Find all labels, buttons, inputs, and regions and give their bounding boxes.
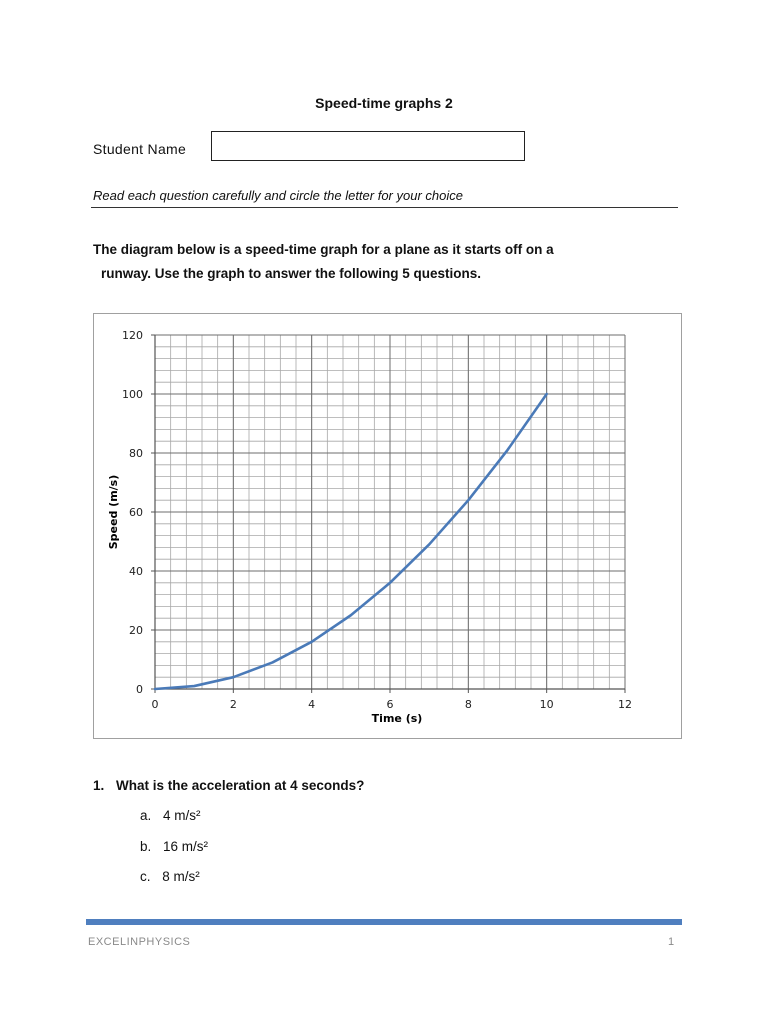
series-group — [155, 394, 547, 689]
y-axis-label: Speed (m/s) — [107, 474, 120, 550]
option-letter: b. — [140, 839, 152, 854]
question-1 — [93, 778, 364, 793]
question-1-text: What is the acceleration at 4 seconds? — [116, 778, 365, 793]
option-text: 8 m/s² — [162, 869, 200, 884]
option-text: 4 m/s² — [163, 808, 201, 823]
y-tick-label: 60 — [129, 506, 143, 519]
option-b[interactable] — [140, 839, 208, 854]
y-tick-label: 120 — [122, 329, 143, 342]
option-letter: a. — [140, 808, 152, 823]
speed-time-chart — [93, 313, 682, 739]
y-tick-label: 40 — [129, 565, 143, 578]
question-1-number: 1. — [93, 778, 105, 793]
x-axis-label: Time (s) — [371, 712, 423, 725]
x-tick-label: 0 — [151, 698, 159, 711]
x-tick-label: 10 — [539, 698, 554, 711]
major-grid — [155, 335, 625, 689]
y-tick-label: 0 — [136, 683, 143, 696]
option-text: 16 m/s² — [163, 839, 209, 854]
intro-line-2: runway. Use the graph to answer the following 5 questions. — [101, 266, 482, 281]
page-title: Speed-time graphs 2 — [315, 95, 453, 111]
instructions: Read each question carefully and circle the letter for your choice — [93, 188, 463, 203]
intro-text — [93, 238, 653, 286]
footer-brand: EXCELINPHYSICS — [88, 936, 191, 948]
series-line-speed — [155, 394, 547, 689]
axes — [151, 335, 625, 693]
page-number: 1 — [668, 936, 675, 948]
intro-line-1: The diagram below is a speed-time graph for a plane as it starts off on a — [93, 242, 554, 257]
y-tick-label: 100 — [122, 388, 143, 401]
y-tick-label: 80 — [129, 447, 143, 460]
y-tick-label: 20 — [129, 624, 143, 637]
x-tick-label: 6 — [386, 698, 394, 711]
option-a[interactable] — [140, 808, 201, 823]
x-tick-label: 12 — [618, 698, 632, 711]
x-tick-label: 8 — [464, 698, 472, 711]
x-tick-label: 4 — [308, 698, 316, 711]
x-tick-label: 2 — [229, 698, 237, 711]
student-name-field[interactable] — [211, 131, 525, 161]
footer-bar — [86, 919, 682, 925]
divider — [91, 207, 678, 208]
option-c[interactable] — [140, 869, 200, 884]
student-name-label: Student Name — [93, 141, 187, 157]
option-letter: c. — [140, 869, 151, 884]
